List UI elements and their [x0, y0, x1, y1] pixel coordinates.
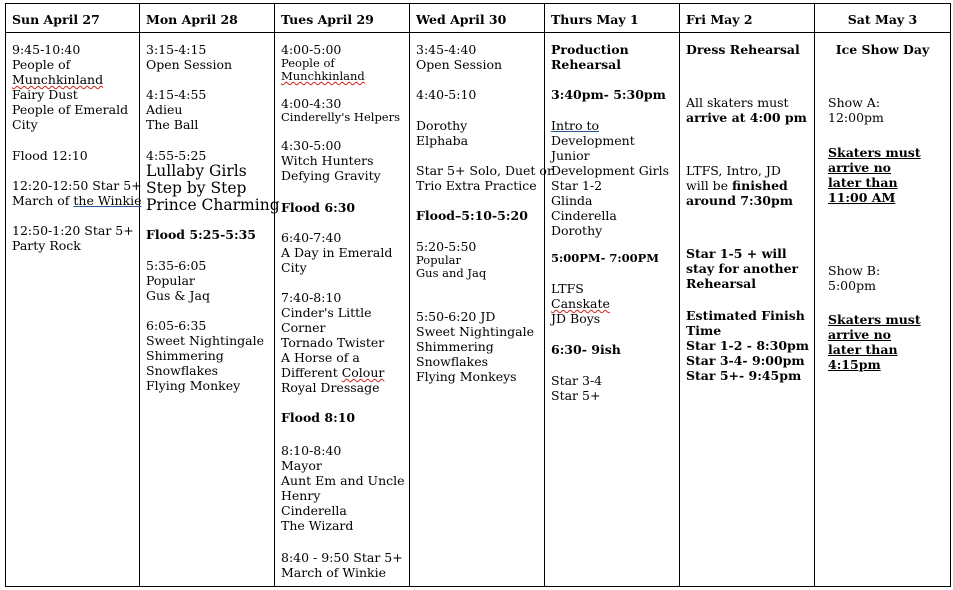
tue-session-2: 4:00-4:30 Cinderelly's Helpers — [281, 96, 401, 124]
sat-show-a: Show A: 12:00pm — [828, 95, 884, 125]
fri-title: Dress Rehearsal — [686, 42, 800, 57]
wed-session-2: Dorothy Elphaba — [416, 118, 469, 148]
sat-title: Ice Show Day — [835, 42, 930, 57]
header-sun: Sun April 27 — [6, 4, 140, 33]
sat-show-a-arrival: Skaters must arrive no later than 11:00 AM — [828, 145, 921, 205]
header-thu: Thurs May 1 — [545, 4, 680, 33]
sat-show-b-arrival: Skaters must arrive no later than 4:15pm — [828, 312, 921, 372]
wed-flood: Flood–5:10-5:20 — [416, 208, 528, 223]
wed-session-2-time: 4:40-5:10 — [416, 87, 477, 102]
mon-cell — [140, 33, 280, 587]
thu-group-1: Intro to Development Junior Development Girls Star 1-2 Glinda Cinderella Dorothy — [551, 118, 670, 238]
header-wed: Wed April 30 — [410, 4, 545, 33]
sun-session-3: 12:50-1:20 Star 5+ Party Rock — [12, 223, 134, 253]
wed-session-3: 5:20-5:50 Popular Gus and Jaq — [416, 239, 487, 280]
fri-second-rehearsal: Star 1-5 + will stay for another Rehearsal — [686, 246, 799, 291]
tue-session-7: 8:40 - 9:50 Star 5+ March of Winkie — [281, 550, 403, 580]
sun-session-2: 12:20-12:50 Star 5+ March of the Winkie — [12, 178, 142, 208]
wed-extra-practice: Star 5+ Solo, Duet or Trio Extra Practice — [416, 163, 553, 193]
fri-finish-note: LTFS, Intro, JD will be finished around 7:30pm — [686, 163, 793, 208]
mon-session-3: 4:55-5:25 Lullaby Girls Step by Step Prince Charming — [146, 148, 280, 214]
header-mon: Mon April 28 — [140, 4, 275, 33]
thu-group-2: LTFS Canskate JD Boys — [551, 281, 610, 326]
fri-arrival-note: All skaters must arrive at 4:00 pm — [686, 95, 807, 125]
wed-session-4: 5:50-6:20 JD Sweet Nightingale Shimmering Snowflakes Flying Monkeys — [416, 309, 534, 384]
mon-session-5: 6:05-6:35 Sweet Nightingale Shimmering Snowflakes Flying Monkey — [146, 318, 264, 393]
header-sat: Sat May 3 — [815, 4, 951, 33]
wed-cell — [410, 33, 553, 587]
tue-cell — [275, 33, 410, 587]
thu-time-3: 6:30- 9ish — [551, 342, 621, 357]
sun-cell — [6, 33, 140, 587]
sat-show-b: Show B: 5:00pm — [828, 263, 881, 293]
mon-flood: Flood 5:25-5:35 — [146, 227, 256, 242]
tue-session-5: 7:40-8:10 Cinder's Little Corner Tornado Twister A Horse of a Different Colour Royal Dressage — [281, 290, 385, 395]
tue-flood-1: Flood 6:30 — [281, 200, 356, 215]
sat-cell — [815, 33, 951, 587]
thu-cell — [545, 33, 680, 587]
thu-time-2: 5:00PM- 7:00PM — [551, 251, 660, 265]
mon-session-1: 3:15-4:15 Open Session — [146, 42, 233, 72]
sun-session-1: 9:45-10:40 People of Munchkinland Fairy Dust People of Emerald City — [12, 42, 129, 132]
tue-session-1: 4:00-5:00 People of Munchkinland — [281, 42, 365, 83]
mon-session-2: 4:15-4:55 Adieu The Ball — [146, 87, 207, 132]
header-row — [6, 4, 951, 33]
tue-session-4: 6:40-7:40 A Day in Emerald City — [281, 230, 393, 275]
thu-group-3: Star 3-4 Star 5+ — [551, 373, 603, 403]
wed-session-1: 3:45-4:40 Open Session — [416, 42, 503, 72]
header-tue: Tues April 29 — [275, 4, 410, 33]
mon-session-4: 5:35-6:05 Popular Gus & Jaq — [146, 258, 210, 303]
thu-title: Production Rehearsal — [551, 42, 629, 72]
schedule-table — [5, 3, 951, 587]
fri-cell — [680, 33, 815, 587]
header-fri: Fri May 2 — [680, 4, 815, 33]
sun-flood: Flood 12:10 — [12, 148, 88, 163]
body-row — [6, 33, 951, 587]
tue-session-3: 4:30-5:00 Witch Hunters Defying Gravity — [281, 138, 381, 183]
thu-time-1: 3:40pm- 5:30pm — [551, 87, 666, 102]
tue-flood-2: Flood 8:10 — [281, 410, 356, 425]
fri-estimated-finish: Estimated Finish Time Star 1-2 - 8:30pm Star 3-4- 9:00pm Star 5+- 9:45pm — [686, 308, 809, 383]
tue-session-6: 8:10-8:40 Mayor Aunt Em and Uncle Henry Cinderella The Wizard — [281, 443, 405, 533]
